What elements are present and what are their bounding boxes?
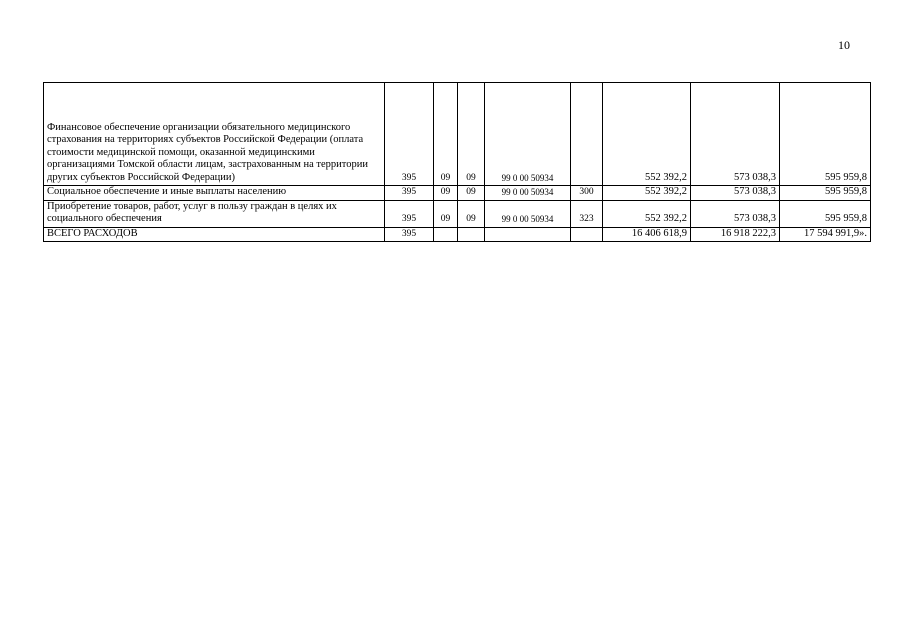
subsection-code: 09 <box>458 186 485 201</box>
table-row <box>44 186 871 201</box>
amount-year-1: 16 406 618,9 <box>603 227 691 242</box>
amount-year-3: 595 959,8 <box>780 186 871 201</box>
row-name: Финансовое обеспечение организации обязательного медицинского страхования на территориях субъектов Российской Федерации (оплата стоимости медицинской помощи, оказанной медицинскими организациями Томской области лицам, застрахованным на территории других субъектов Российской Федерации) <box>44 83 385 186</box>
grbs-code: 395 <box>385 186 434 201</box>
subsection-code: 09 <box>458 200 485 227</box>
target-article-code: 99 0 00 50934 <box>485 200 571 227</box>
expense-type-code <box>571 227 603 242</box>
grbs-code: 395 <box>385 227 434 242</box>
row-name: Приобретение товаров, работ, услуг в пользу граждан в целях их социального обеспечения <box>44 200 385 227</box>
row-name: Социальное обеспечение и иные выплаты населению <box>44 186 385 201</box>
table-row-total <box>44 227 871 242</box>
grbs-code: 395 <box>385 200 434 227</box>
amount-year-2: 573 038,3 <box>691 186 780 201</box>
target-article-code <box>485 227 571 242</box>
expenditure-table <box>43 82 871 242</box>
grbs-code: 395 <box>385 83 434 186</box>
amount-year-1: 552 392,2 <box>603 186 691 201</box>
section-code: 09 <box>434 83 458 186</box>
target-article-code: 99 0 00 50934 <box>485 83 571 186</box>
amount-year-2: 16 918 222,3 <box>691 227 780 242</box>
expense-type-code: 300 <box>571 186 603 201</box>
table-row <box>44 83 871 186</box>
amount-year-3: 17 594 991,9». <box>780 227 871 242</box>
section-code: 09 <box>434 200 458 227</box>
section-code <box>434 227 458 242</box>
expense-type-code <box>571 83 603 186</box>
amount-year-3: 595 959,8 <box>780 200 871 227</box>
amount-year-1: 552 392,2 <box>603 200 691 227</box>
amount-year-1: 552 392,2 <box>603 83 691 186</box>
amount-year-3: 595 959,8 <box>780 83 871 186</box>
amount-year-2: 573 038,3 <box>691 83 780 186</box>
subsection-code: 09 <box>458 83 485 186</box>
target-article-code: 99 0 00 50934 <box>485 186 571 201</box>
section-code: 09 <box>434 186 458 201</box>
subsection-code <box>458 227 485 242</box>
expense-type-code: 323 <box>571 200 603 227</box>
page-number: 10 <box>838 38 850 52</box>
row-name: ВСЕГО РАСХОДОВ <box>44 227 385 242</box>
amount-year-2: 573 038,3 <box>691 200 780 227</box>
table-row <box>44 200 871 227</box>
